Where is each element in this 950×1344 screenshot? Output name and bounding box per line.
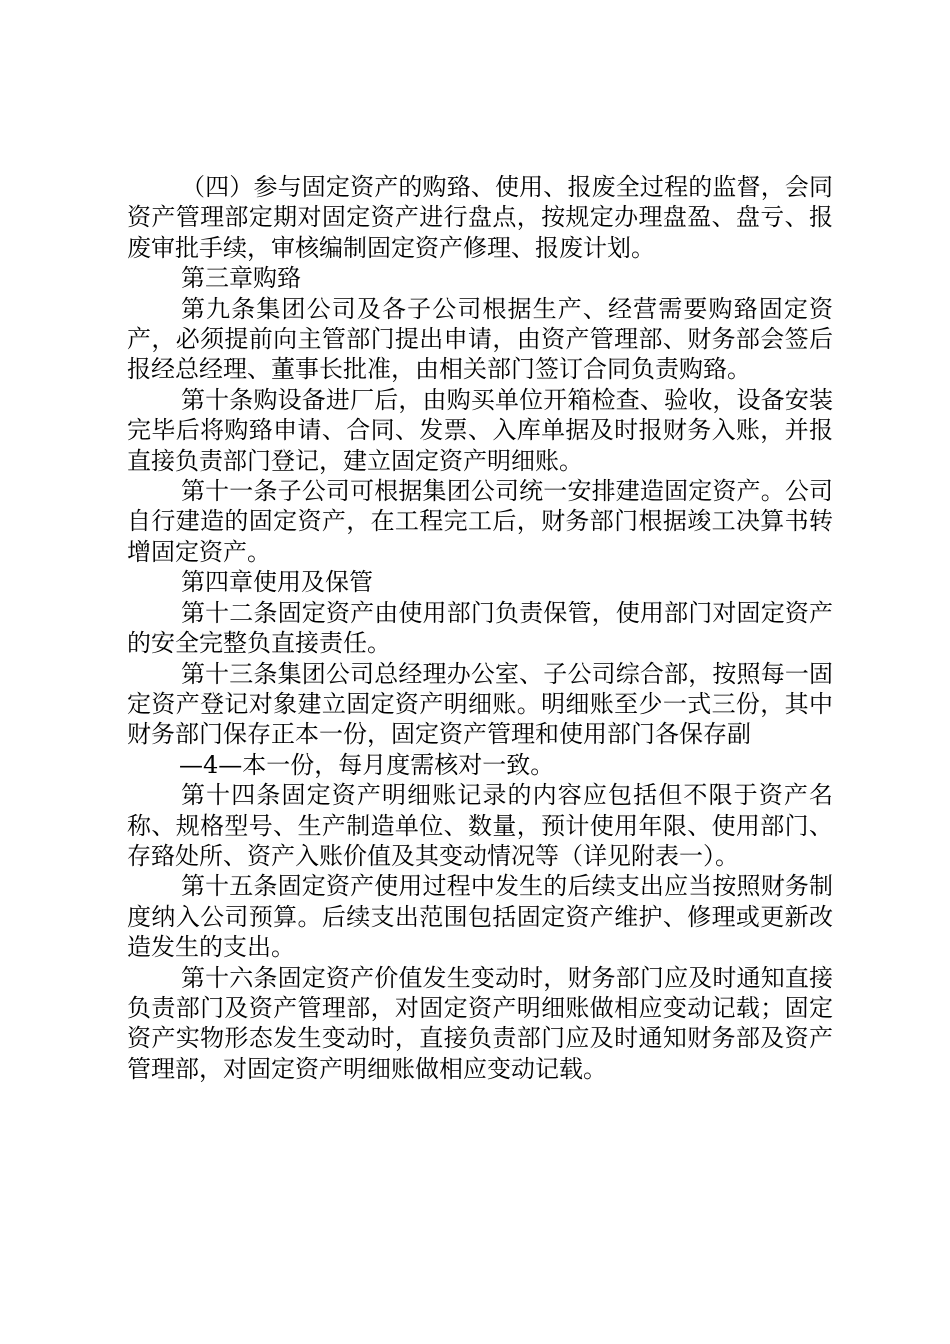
page-number-line: —4—本一份，每月度需核对一致。 — [179, 750, 555, 779]
chapter-heading-purchase: 第三章购臵 — [181, 264, 301, 293]
paragraph-article-10: 第十条购设备进厂后，由购买单位开箱检查、验收，设备安装完毕后将购臵申请、合同、发票、入库单据及时报财务入账，并报直接负责部门登记，建立固定资产明细账。 — [127, 385, 833, 475]
paragraph-article-13: 第十三条集团公司总经理办公室、子公司综合部，按照每一固定资产登记对象建立固定资产明细账。明细账至少一式三份，其中财务部门保存正本一份，固定资产管理和使用部门各保存副 — [127, 659, 833, 749]
document-body — [127, 172, 833, 1084]
paragraph-article-15: 第十五条固定资产使用过程中发生的后续支出应当按照财务制度纳入公司预算。后续支出范围包括固定资产维护、修理或更新改造发生的支出。 — [127, 872, 833, 962]
paragraph-article-9: 第九条集团公司及各子公司根据生产、经营需要购臵固定资产，必须提前向主管部门提出申请，由资产管理部、财务部会签后报经总经理、董事长批准，由相关部门签订合同负责购臵。 — [127, 294, 833, 384]
paragraph-article-11: 第十一条子公司可根据集团公司统一安排建造固定资产。公司自行建造的固定资产，在工程完工后，财务部门根据竣工决算书转增固定资产。 — [127, 477, 833, 566]
paragraph-supervision-duties: （四）参与固定资产的购臵、使用、报废全过程的监督，会同资产管理部定期对固定资产进行盘点，按规定办理盘盈、盘亏、报废审批手续，审核编制固定资产修理、报废计划。 — [127, 173, 833, 262]
paragraph-article-14: 第十四条固定资产明细账记录的内容应包括但不限于资产名称、规格型号、生产制造单位、数量，预计使用年限、使用部门、存臵处所、资产入账价值及其变动情况等（详见附表一）。 — [127, 781, 833, 870]
paragraph-article-12: 第十二条固定资产由使用部门负责保管，使用部门对固定资产的安全完整负直接责任。 — [127, 598, 833, 658]
chapter-heading-use-custody: 第四章使用及保管 — [181, 568, 373, 597]
paragraph-article-16: 第十六条固定资产价值发生变动时，财务部门应及时通知直接负责部门及资产管理部，对固定资产明细账做相应变动记载；固定资产实物形态发生变动时，直接负责部门应及时通知财务部及资产管理部，对固定资产明细账做相应变动记载。 — [127, 963, 833, 1083]
